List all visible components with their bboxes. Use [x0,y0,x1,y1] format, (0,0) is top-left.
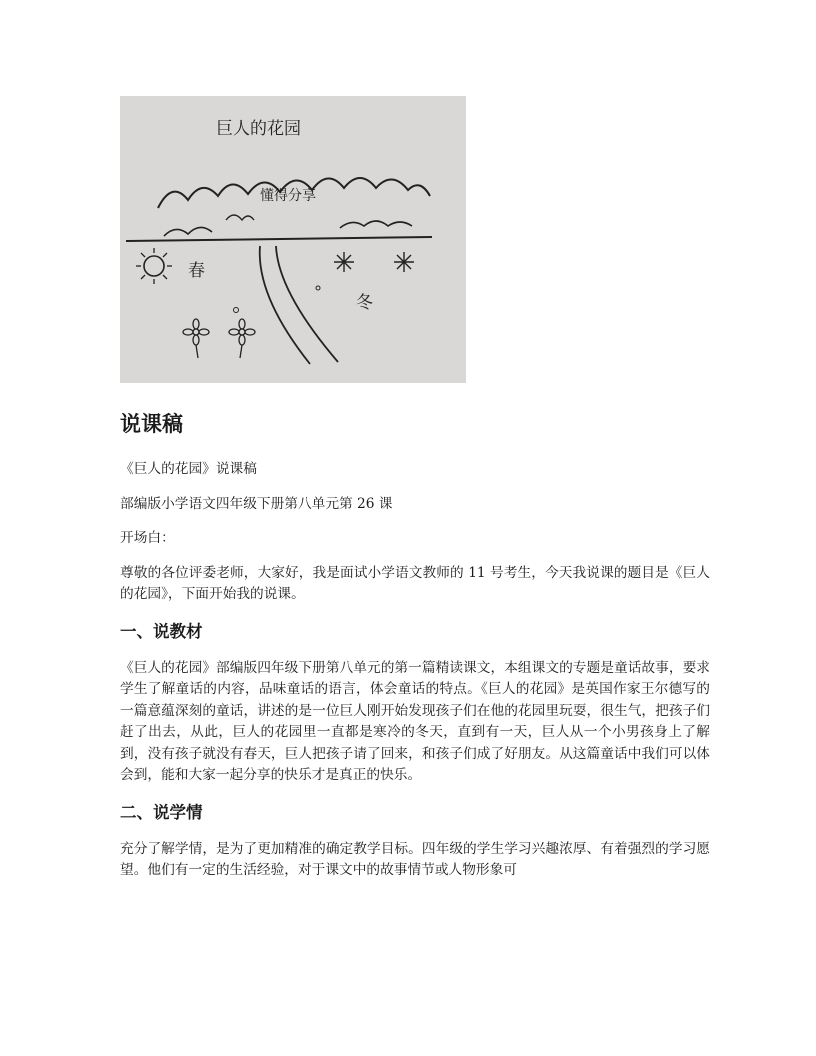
textbook-info: 部编版小学语文四年级下册第八单元第 26 课 [120,495,393,512]
section-text-textbook: 《巨人的花园》部编版四年级下册第八单元的第一篇精读课文，本组课文的专题是童话故事，要求学生了解童话的内容，品味童话的语言，体会童话的特点。《巨人的花园》是英国作家王尔德写的一篇意蕴深刻的童话，讲述的是一位巨人刚开始发现孩子们在他的花园里玩耍，很生气，把孩子们赶了出去，从此，巨人的花园里一直都是寒冷的冬天，直到有一天，巨人从一个小男孩身上了解到，没有孩子就没有春天，巨人把孩子请了回来，和孩子们成了好朋友。从这篇童话中我们可以体会到，能和大家一起分享的快乐才是真正的快乐。 [120,659,710,783]
section-heading-students: 二、说学情 [120,802,203,822]
sketch-spring-label: 春 [188,261,205,281]
opening-label: 开场白： [120,530,175,546]
sketch-banner: 懂得分享 [260,188,316,204]
page-title: 说课稿 [120,412,183,436]
lesson-title: 《巨人的花园》说课稿 [120,461,257,477]
sketch-title: 巨人的花园 [216,119,301,139]
sketch-winter-label: 冬 [356,293,373,313]
section-heading-textbook: 一、说教材 [120,621,203,641]
section-text-students: 充分了解学情，是为了更加精准的确定教学目标。四年级的学生学习兴趣浓厚、有着强烈的学习愿望。他们有一定的生活经验，对于课文中的故事情节或人物形象可 [120,840,710,878]
hand-drawn-illustration [120,96,466,383]
opening-paragraph: 尊敬的各位评委老师，大家好，我是面试小学语文教师的 11 号考生，今天我说课的题目是《巨人的花园》，下面开始我的说课。 [120,564,710,602]
garden-sketch-image [120,96,466,383]
document-page [120,96,710,895]
